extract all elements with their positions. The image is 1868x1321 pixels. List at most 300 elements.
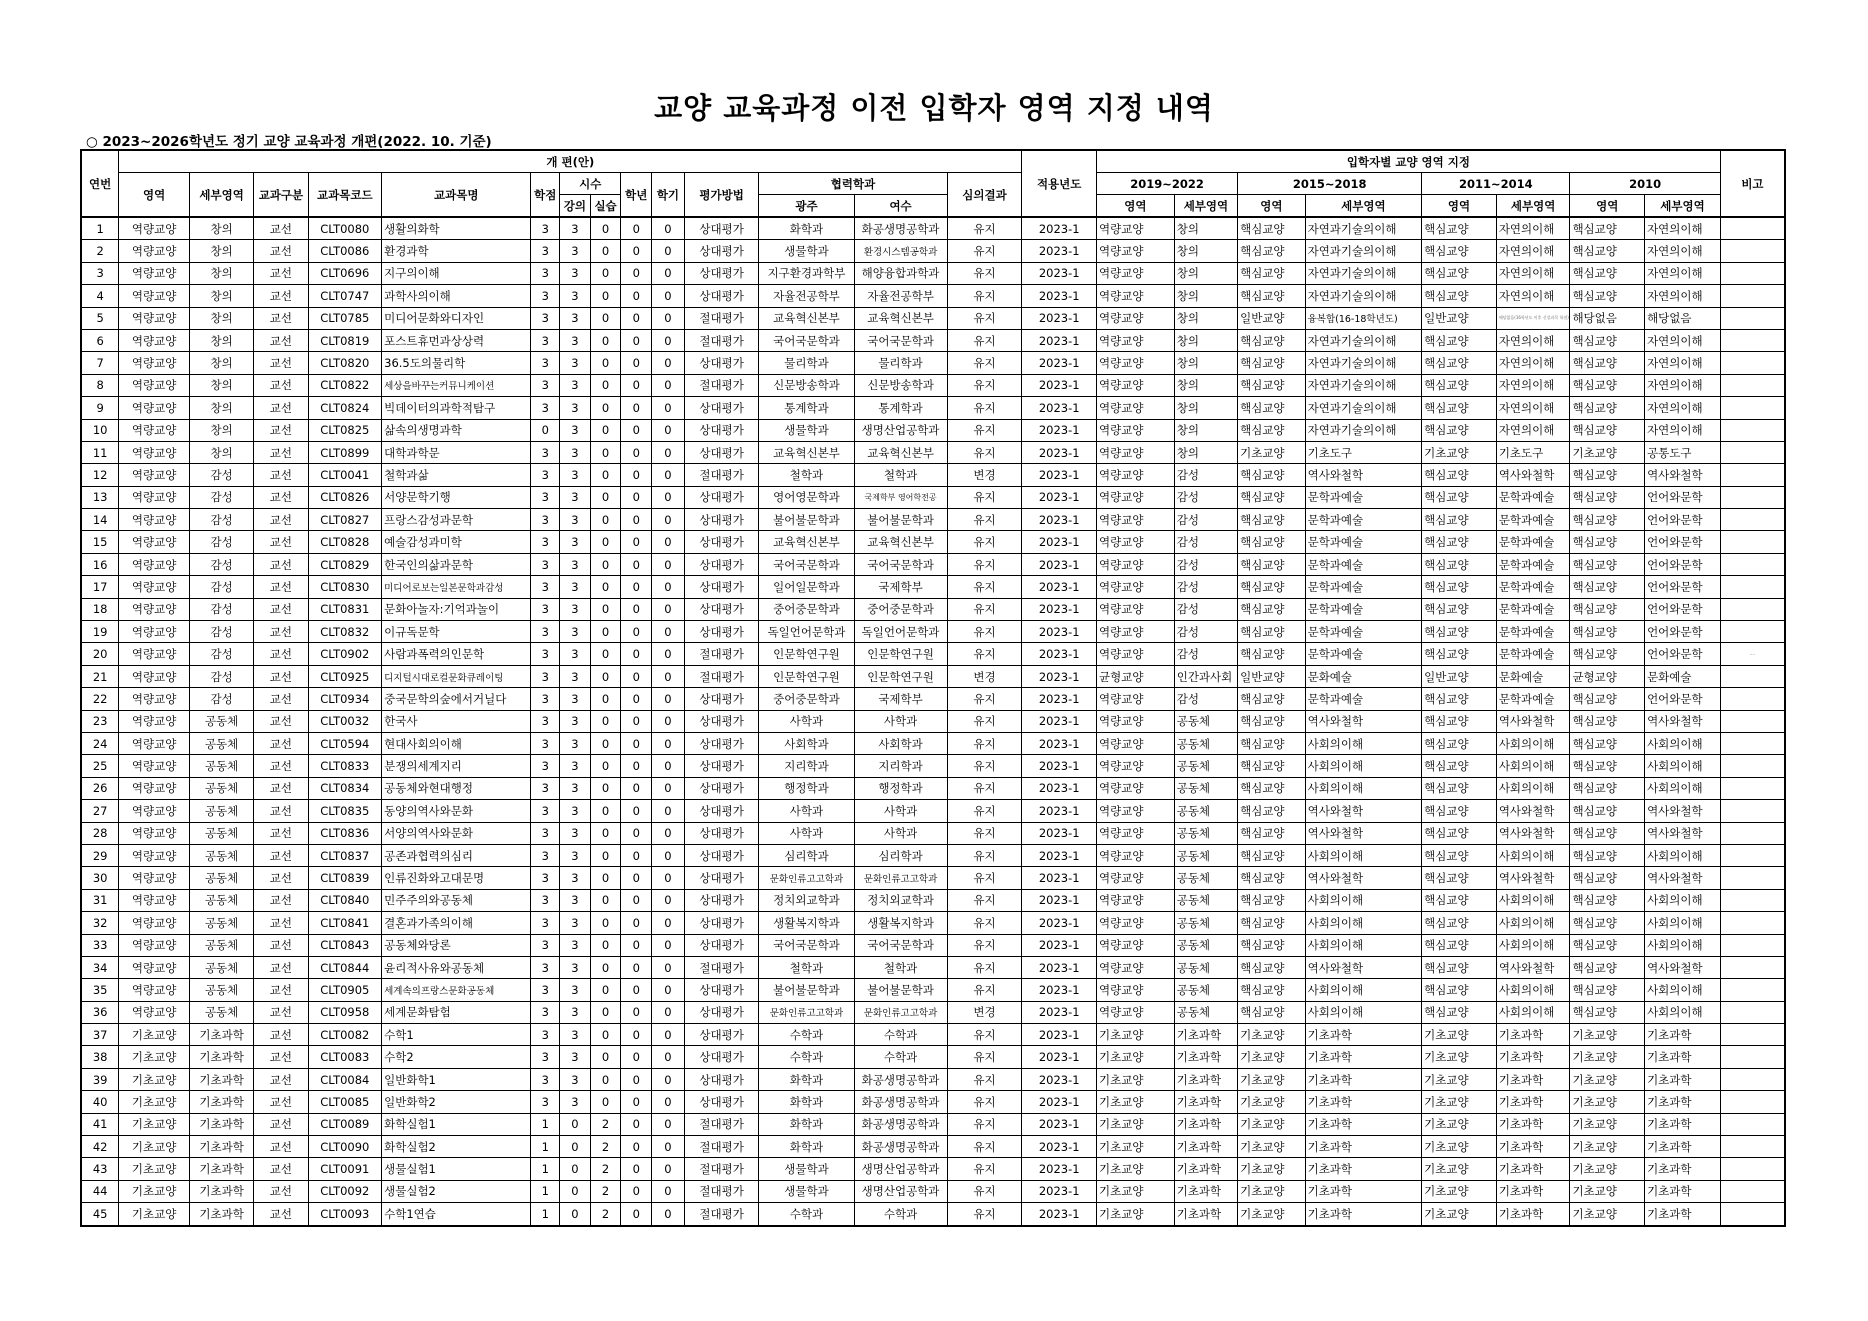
cell-credit: 3 (531, 621, 560, 643)
cell-code: CLT0831 (308, 598, 382, 620)
cell-category: 교선 (254, 979, 308, 1001)
cell-credit: 1 (531, 1113, 560, 1135)
cell-semester: 0 (652, 979, 685, 1001)
header-period-2019: 2019~2022 (1097, 173, 1238, 195)
cell-practice: 0 (590, 307, 621, 329)
cell-category: 교선 (254, 285, 308, 307)
cell-practice: 2 (590, 1180, 621, 1202)
cell-p2-area: 핵심교양 (1238, 934, 1305, 956)
cell-p1-area: 기초교양 (1097, 1068, 1175, 1090)
cell-p2-sub: 문학과예술 (1305, 531, 1422, 553)
cell-sub-area: 공동체 (189, 844, 253, 866)
cell-area: 역량교양 (119, 621, 190, 643)
cell-review: 유지 (947, 240, 1022, 262)
cell-area: 역량교양 (119, 643, 190, 665)
cell-review: 유지 (947, 509, 1022, 531)
cell-category: 교선 (254, 665, 308, 687)
cell-p1-sub: 기초과학 (1174, 1113, 1237, 1135)
cell-credit: 3 (531, 397, 560, 419)
cell-lecture: 3 (560, 979, 591, 1001)
cell-sub-area: 창의 (189, 329, 253, 351)
cell-area: 역량교양 (119, 531, 190, 553)
cell-review: 유지 (947, 956, 1022, 978)
cell-practice: 0 (590, 755, 621, 777)
cell-p4-sub: 역사와철학 (1645, 822, 1721, 844)
cell-p1-sub: 공동체 (1174, 732, 1237, 754)
cell-p4-sub: 언어와문학 (1645, 486, 1721, 508)
cell-p1-sub: 창의 (1174, 217, 1237, 240)
cell-p3-sub: 문학과예술 (1496, 509, 1570, 531)
cell-p1-sub: 창의 (1174, 240, 1237, 262)
cell-name: 결혼과가족의이해 (382, 912, 531, 934)
cell-p4-sub: 기초과학 (1645, 1158, 1721, 1180)
cell-eval: 상대평가 (684, 688, 759, 710)
cell-apply-year: 2023-1 (1022, 621, 1097, 643)
cell-p4-sub: 언어와문학 (1645, 576, 1721, 598)
cell-p3-sub: 역사와철학 (1496, 956, 1570, 978)
cell-sub-area: 기초과학 (189, 1091, 253, 1113)
cell-p2-sub: 기초과학 (1305, 1091, 1422, 1113)
cell-dept-yeosu: 생활복지학과 (854, 912, 947, 934)
cell-review: 유지 (947, 1203, 1022, 1226)
cell-no: 15 (81, 531, 119, 553)
table-row (81, 352, 1785, 374)
cell-p3-sub: 자연의이해 (1496, 374, 1570, 396)
cell-p2-area: 핵심교양 (1238, 956, 1305, 978)
cell-sub-area: 기초과학 (189, 1113, 253, 1135)
cell-lecture: 3 (560, 688, 591, 710)
cell-eval: 상대평가 (684, 576, 759, 598)
cell-review: 유지 (947, 486, 1022, 508)
cell-p2-sub: 기초과학 (1305, 1136, 1422, 1158)
cell-p3-sub: 사회의이해 (1496, 777, 1570, 799)
cell-p1-sub: 공동체 (1174, 777, 1237, 799)
cell-p3-sub: 기초과학 (1496, 1113, 1570, 1135)
cell-practice: 2 (590, 1136, 621, 1158)
cell-remark (1720, 1203, 1785, 1226)
cell-lecture: 3 (560, 912, 591, 934)
cell-p2-area: 핵심교양 (1238, 822, 1305, 844)
cell-category: 교선 (254, 1024, 308, 1046)
cell-no: 43 (81, 1158, 119, 1180)
table-row (81, 710, 1785, 732)
cell-grade: 0 (621, 665, 652, 687)
cell-apply-year: 2023-1 (1022, 598, 1097, 620)
cell-p4-area: 핵심교양 (1570, 576, 1645, 598)
cell-category: 교선 (254, 441, 308, 463)
cell-dept-gwangju: 지구환경과학부 (759, 262, 854, 284)
table-row (81, 956, 1785, 978)
cell-p3-sub: 역사와철학 (1496, 710, 1570, 732)
cell-p3-sub: 자연의이해 (1496, 262, 1570, 284)
cell-lecture: 3 (560, 1001, 591, 1023)
cell-p4-sub: 사회의이해 (1645, 1001, 1721, 1023)
cell-name: 사람과폭력의인문학 (382, 643, 531, 665)
cell-apply-year: 2023-1 (1022, 486, 1097, 508)
cell-semester: 0 (652, 1068, 685, 1090)
cell-p4-area: 핵심교양 (1570, 710, 1645, 732)
table-row (81, 486, 1785, 508)
cell-eval: 상대평가 (684, 1091, 759, 1113)
cell-dept-yeosu: 국어국문학과 (854, 934, 947, 956)
cell-p4-area: 핵심교양 (1570, 374, 1645, 396)
cell-practice: 0 (590, 912, 621, 934)
cell-remark (1720, 240, 1785, 262)
cell-sub-area: 기초과학 (189, 1180, 253, 1202)
cell-grade: 0 (621, 755, 652, 777)
table-row (81, 912, 1785, 934)
cell-name: 포스트휴먼과상상력 (382, 329, 531, 351)
cell-semester: 0 (652, 1024, 685, 1046)
cell-category: 교선 (254, 867, 308, 889)
cell-eval: 상대평가 (684, 800, 759, 822)
cell-p3-area: 기초교양 (1422, 1158, 1497, 1180)
cell-category: 교선 (254, 531, 308, 553)
cell-lecture: 3 (560, 1068, 591, 1090)
cell-no: 28 (81, 822, 119, 844)
cell-eval: 상대평가 (684, 397, 759, 419)
cell-p2-area: 일반교양 (1238, 307, 1305, 329)
cell-semester: 0 (652, 352, 685, 374)
cell-p4-area: 균형교양 (1570, 665, 1645, 687)
cell-name: 이규독문학 (382, 621, 531, 643)
cell-dept-gwangju: 인문학연구원 (759, 643, 854, 665)
cell-p1-area: 역량교양 (1097, 240, 1175, 262)
cell-area: 기초교양 (119, 1158, 190, 1180)
table-body (81, 217, 1785, 1226)
cell-p2-sub: 문화예술 (1305, 665, 1422, 687)
table-row (81, 889, 1785, 911)
cell-p1-sub: 기초과학 (1174, 1180, 1237, 1202)
cell-category: 교선 (254, 1158, 308, 1180)
header-p4-sub: 세부영역 (1645, 195, 1721, 218)
cell-p4-area: 기초교양 (1570, 1046, 1645, 1068)
cell-eval: 상대평가 (684, 777, 759, 799)
cell-practice: 0 (590, 1068, 621, 1090)
cell-semester: 0 (652, 643, 685, 665)
cell-apply-year: 2023-1 (1022, 800, 1097, 822)
cell-p2-area: 핵심교양 (1238, 777, 1305, 799)
cell-practice: 0 (590, 1091, 621, 1113)
cell-practice: 0 (590, 374, 621, 396)
cell-dept-yeosu: 화공생명공학과 (854, 1091, 947, 1113)
cell-lecture: 0 (560, 1203, 591, 1226)
cell-category: 교선 (254, 1046, 308, 1068)
cell-name: 대학과학문 (382, 441, 531, 463)
cell-dept-yeosu: 사학과 (854, 710, 947, 732)
cell-dept-yeosu: 물리학과 (854, 352, 947, 374)
table-row (81, 621, 1785, 643)
cell-area: 역량교양 (119, 217, 190, 240)
header-grade: 학년 (621, 173, 652, 218)
cell-p4-sub: 기초과학 (1645, 1136, 1721, 1158)
cell-eval: 상대평가 (684, 621, 759, 643)
cell-area: 기초교양 (119, 1203, 190, 1226)
cell-remark (1720, 1068, 1785, 1090)
cell-area: 역량교양 (119, 777, 190, 799)
header-yeosu: 여수 (854, 195, 947, 218)
cell-name: 한국사 (382, 710, 531, 732)
cell-p3-area: 핵심교양 (1422, 844, 1497, 866)
cell-dept-gwangju: 중어중문학과 (759, 688, 854, 710)
cell-category: 교선 (254, 576, 308, 598)
cell-p3-area: 핵심교양 (1422, 553, 1497, 575)
cell-remark (1720, 665, 1785, 687)
cell-p2-sub: 기초과학 (1305, 1024, 1422, 1046)
cell-sub-area: 감성 (189, 531, 253, 553)
cell-code: CLT0925 (308, 665, 382, 687)
cell-no: 26 (81, 777, 119, 799)
cell-code: CLT0829 (308, 553, 382, 575)
cell-sub-area: 기초과학 (189, 1203, 253, 1226)
cell-no: 40 (81, 1091, 119, 1113)
cell-apply-year: 2023-1 (1022, 397, 1097, 419)
cell-practice: 0 (590, 621, 621, 643)
cell-p3-area: 기초교양 (1422, 1203, 1497, 1226)
table-row (81, 688, 1785, 710)
cell-no: 14 (81, 509, 119, 531)
cell-area: 역량교양 (119, 934, 190, 956)
cell-dept-gwangju: 국어국문학과 (759, 934, 854, 956)
cell-p2-area: 핵심교양 (1238, 867, 1305, 889)
cell-dept-gwangju: 사학과 (759, 822, 854, 844)
cell-p2-area: 기초교양 (1238, 441, 1305, 463)
cell-semester: 0 (652, 441, 685, 463)
cell-lecture: 3 (560, 486, 591, 508)
cell-dept-gwangju: 화학과 (759, 1091, 854, 1113)
cell-p3-sub: 기초과학 (1496, 1180, 1570, 1202)
cell-code: CLT0905 (308, 979, 382, 1001)
cell-name: 일반화학1 (382, 1068, 531, 1090)
cell-p3-sub: 문학과예술 (1496, 553, 1570, 575)
cell-practice: 0 (590, 352, 621, 374)
cell-p3-sub: 기초도구 (1496, 441, 1570, 463)
header-period-2011: 2011~2014 (1422, 173, 1570, 195)
cell-practice: 0 (590, 979, 621, 1001)
cell-p4-sub: 자연의이해 (1645, 374, 1721, 396)
cell-review: 유지 (947, 710, 1022, 732)
cell-grade: 0 (621, 307, 652, 329)
cell-semester: 0 (652, 262, 685, 284)
cell-p1-sub: 기초과학 (1174, 1046, 1237, 1068)
cell-area: 기초교양 (119, 1180, 190, 1202)
cell-apply-year: 2023-1 (1022, 688, 1097, 710)
cell-practice: 0 (590, 419, 621, 441)
cell-grade: 0 (621, 509, 652, 531)
cell-p1-area: 역량교양 (1097, 531, 1175, 553)
header-no: 연번 (81, 150, 119, 217)
cell-p2-sub: 역사와철학 (1305, 822, 1422, 844)
cell-p2-area: 핵심교양 (1238, 710, 1305, 732)
cell-grade: 0 (621, 867, 652, 889)
cell-name: 세계문화탐험 (382, 1001, 531, 1023)
cell-dept-gwangju: 화학과 (759, 217, 854, 240)
cell-grade: 0 (621, 217, 652, 240)
cell-no: 12 (81, 464, 119, 486)
cell-code: CLT0840 (308, 889, 382, 911)
cell-area: 역량교양 (119, 867, 190, 889)
cell-p4-sub: 사회의이해 (1645, 755, 1721, 777)
cell-p3-area: 일반교양 (1422, 665, 1497, 687)
cell-dept-gwangju: 국어국문학과 (759, 553, 854, 575)
cell-p2-area: 기초교양 (1238, 1024, 1305, 1046)
cell-sub-area: 창의 (189, 262, 253, 284)
cell-category: 교선 (254, 912, 308, 934)
cell-area: 역량교양 (119, 665, 190, 687)
cell-p2-sub: 사회의이해 (1305, 755, 1422, 777)
cell-p2-area: 핵심교양 (1238, 844, 1305, 866)
cell-name: 화학실험2 (382, 1136, 531, 1158)
table-row (81, 755, 1785, 777)
cell-p4-area: 핵심교양 (1570, 755, 1645, 777)
cell-p2-sub: 문학과예술 (1305, 509, 1422, 531)
cell-p4-area: 핵심교양 (1570, 464, 1645, 486)
cell-dept-yeosu: 철학과 (854, 464, 947, 486)
cell-lecture: 3 (560, 956, 591, 978)
cell-p1-area: 기초교양 (1097, 1180, 1175, 1202)
cell-category: 교선 (254, 217, 308, 240)
cell-review: 유지 (947, 755, 1022, 777)
cell-area: 기초교양 (119, 1024, 190, 1046)
cell-apply-year: 2023-1 (1022, 1203, 1097, 1226)
cell-p1-area: 역량교양 (1097, 397, 1175, 419)
cell-p4-area: 핵심교양 (1570, 979, 1645, 1001)
cell-p3-sub: 사회의이해 (1496, 912, 1570, 934)
cell-sub-area: 공동체 (189, 732, 253, 754)
cell-p2-sub: 자연과기술의이해 (1305, 419, 1422, 441)
cell-area: 역량교양 (119, 441, 190, 463)
cell-p3-area: 핵심교양 (1422, 397, 1497, 419)
cell-p1-sub: 공동체 (1174, 822, 1237, 844)
cell-p1-sub: 기초과학 (1174, 1091, 1237, 1113)
cell-credit: 1 (531, 1203, 560, 1226)
table-row (81, 576, 1785, 598)
cell-practice: 0 (590, 329, 621, 351)
cell-name: 서양문학기행 (382, 486, 531, 508)
cell-p4-sub: 언어와문학 (1645, 598, 1721, 620)
cell-sub-area: 공동체 (189, 934, 253, 956)
cell-p3-area: 핵심교양 (1422, 710, 1497, 732)
cell-sub-area: 창의 (189, 419, 253, 441)
cell-dept-yeosu: 중어중문학과 (854, 598, 947, 620)
cell-semester: 0 (652, 800, 685, 822)
cell-category: 교선 (254, 621, 308, 643)
cell-grade: 0 (621, 329, 652, 351)
cell-remark (1720, 710, 1785, 732)
cell-p4-sub: 역사와철학 (1645, 867, 1721, 889)
cell-p1-sub: 공동체 (1174, 800, 1237, 822)
cell-p4-area: 핵심교양 (1570, 553, 1645, 575)
cell-credit: 3 (531, 307, 560, 329)
cell-eval: 절대평가 (684, 374, 759, 396)
header-p1-sub: 세부영역 (1174, 195, 1237, 218)
cell-lecture: 3 (560, 397, 591, 419)
cell-p2-sub: 역사와철학 (1305, 956, 1422, 978)
cell-eval: 상대평가 (684, 732, 759, 754)
cell-practice: 0 (590, 486, 621, 508)
cell-p3-area: 핵심교양 (1422, 509, 1497, 531)
cell-code: CLT0086 (308, 240, 382, 262)
cell-code: CLT0833 (308, 755, 382, 777)
cell-p3-sub: 문학과예술 (1496, 576, 1570, 598)
cell-category: 교선 (254, 374, 308, 396)
cell-no: 16 (81, 553, 119, 575)
cell-grade: 0 (621, 464, 652, 486)
cell-dept-yeosu: 교육혁신본부 (854, 441, 947, 463)
cell-p2-area: 핵심교양 (1238, 419, 1305, 441)
cell-sub-area: 기초과학 (189, 1158, 253, 1180)
cell-remark (1720, 509, 1785, 531)
cell-no: 34 (81, 956, 119, 978)
cell-credit: 3 (531, 822, 560, 844)
cell-p1-area: 역량교양 (1097, 912, 1175, 934)
cell-grade: 0 (621, 710, 652, 732)
cell-dept-yeosu: 사학과 (854, 822, 947, 844)
cell-remark (1720, 889, 1785, 911)
cell-p2-sub: 문학과예술 (1305, 576, 1422, 598)
cell-p1-area: 역량교양 (1097, 374, 1175, 396)
cell-p1-sub: 기초과학 (1174, 1068, 1237, 1090)
cell-category: 교선 (254, 643, 308, 665)
cell-grade: 0 (621, 912, 652, 934)
cell-semester: 0 (652, 598, 685, 620)
cell-p3-area: 핵심교양 (1422, 464, 1497, 486)
cell-sub-area: 감성 (189, 486, 253, 508)
cell-dept-gwangju: 생물학과 (759, 240, 854, 262)
cell-area: 역량교양 (119, 598, 190, 620)
cell-code: CLT0837 (308, 844, 382, 866)
cell-eval: 상대평가 (684, 889, 759, 911)
cell-p1-area: 역량교양 (1097, 710, 1175, 732)
cell-practice: 0 (590, 576, 621, 598)
cell-area: 역량교양 (119, 979, 190, 1001)
table-row (81, 844, 1785, 866)
cell-code: CLT0041 (308, 464, 382, 486)
cell-p2-sub: 기초도구 (1305, 441, 1422, 463)
cell-review: 유지 (947, 621, 1022, 643)
cell-area: 역량교양 (119, 553, 190, 575)
cell-grade: 0 (621, 531, 652, 553)
cell-practice: 0 (590, 844, 621, 866)
cell-dept-gwangju: 생물학과 (759, 1158, 854, 1180)
cell-lecture: 3 (560, 1024, 591, 1046)
cell-code: CLT0828 (308, 531, 382, 553)
cell-apply-year: 2023-1 (1022, 329, 1097, 351)
cell-p1-sub: 감성 (1174, 531, 1237, 553)
cell-remark (1720, 822, 1785, 844)
cell-category: 교선 (254, 1113, 308, 1135)
cell-credit: 3 (531, 486, 560, 508)
cell-no: 22 (81, 688, 119, 710)
cell-p2-sub: 문학과예술 (1305, 553, 1422, 575)
cell-no: 39 (81, 1068, 119, 1090)
cell-sub-area: 감성 (189, 553, 253, 575)
cell-lecture: 3 (560, 934, 591, 956)
cell-sub-area: 창의 (189, 217, 253, 240)
cell-p2-sub: 사회의이해 (1305, 934, 1422, 956)
cell-apply-year: 2023-1 (1022, 441, 1097, 463)
cell-semester: 0 (652, 217, 685, 240)
cell-dept-yeosu: 인문학연구원 (854, 643, 947, 665)
cell-review: 변경 (947, 1001, 1022, 1023)
cell-name: 윤리적사유와공동체 (382, 956, 531, 978)
cell-area: 기초교양 (119, 1113, 190, 1135)
cell-practice: 0 (590, 262, 621, 284)
header-remark: 비고 (1720, 150, 1785, 217)
cell-p4-area: 핵심교양 (1570, 800, 1645, 822)
cell-p3-sub: 자연의이해 (1496, 217, 1570, 240)
cell-sub-area: 공동체 (189, 867, 253, 889)
